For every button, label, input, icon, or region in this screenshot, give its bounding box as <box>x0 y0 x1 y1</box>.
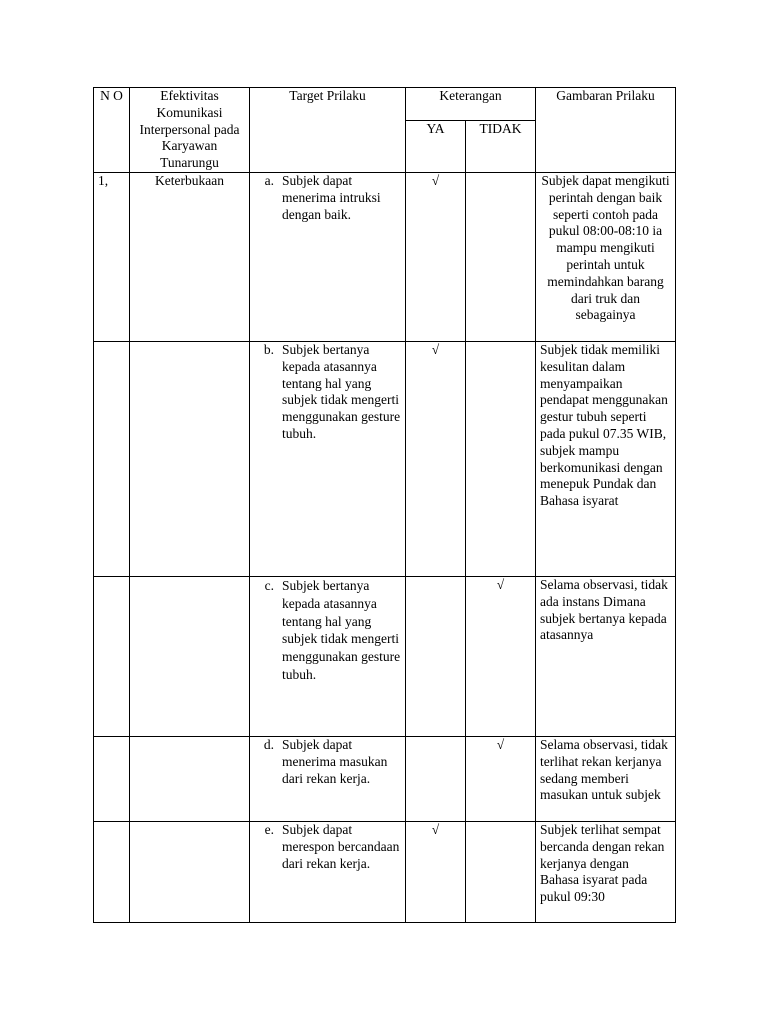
row-target <box>250 173 406 342</box>
row-ya <box>406 737 466 822</box>
header-efektivitas: Efektivitas Komunikasi Interpersonal pada Karyawan Tunarungu <box>130 88 250 173</box>
table-row <box>94 737 676 822</box>
row-tidak <box>466 822 536 923</box>
row-target <box>250 737 406 822</box>
row-no <box>94 822 130 923</box>
row-tidak <box>466 173 536 342</box>
target-text: Subjek bertanya kepada atasannya tentang hal yang subjek tidak mengerti menggunakan gesture tubuh. <box>282 578 401 682</box>
header-gambaran: Gambaran Prilaku <box>536 88 676 173</box>
list-letter: a. <box>264 173 274 188</box>
row-target <box>250 577 406 737</box>
row-gambaran: Selama observasi, tidak ada instans Dimana subjek bertanya kepada atasannya <box>536 577 676 737</box>
row-aspek: Keterbukaan <box>130 173 250 342</box>
row-aspek <box>130 577 250 737</box>
row-target <box>250 342 406 577</box>
row-no <box>94 737 130 822</box>
list-letter: b. <box>263 342 274 357</box>
row-ya: √ <box>406 173 466 342</box>
observation-table <box>93 87 676 923</box>
row-gambaran: Subjek tidak memiliki kesulitan dalam menyampaikan pendapat menggunakan gestur tubuh seperti pada pukul 07.35 WIB, subjek mampu berkomunikasi dengan menepuk Pundak dan Bahasa isyarat <box>536 342 676 577</box>
row-ya <box>406 577 466 737</box>
header-target: Target Prilaku <box>250 88 406 173</box>
list-letter: e. <box>264 822 274 837</box>
row-aspek <box>130 737 250 822</box>
row-tidak: √ <box>466 737 536 822</box>
target-text: Subjek dapat menerima intruksi dengan baik. <box>282 173 381 222</box>
row-aspek <box>130 822 250 923</box>
table-row <box>94 173 676 342</box>
target-text: Subjek bertanya kepada atasannya tentang hal yang subjek tidak mengerti menggunakan gesture tubuh. <box>282 342 401 441</box>
row-gambaran: Subjek terlihat sempat bercanda dengan rekan kerjanya dengan Bahasa isyarat pada pukul 09:30 <box>536 822 676 923</box>
row-tidak: √ <box>466 577 536 737</box>
row-tidak <box>466 342 536 577</box>
row-aspek <box>130 342 250 577</box>
header-tidak: TIDAK <box>466 121 536 173</box>
row-ya: √ <box>406 342 466 577</box>
table-row <box>94 342 676 577</box>
header-row <box>94 88 676 121</box>
row-gambaran: Subjek dapat mengikuti perintah dengan baik seperti contoh pada pukul 08:00-08:10 ia mampu mengikuti perintah untuk memindahkan barang dari truk dan sebagainya <box>536 173 676 342</box>
list-letter: c. <box>264 578 274 593</box>
row-gambaran: Selama observasi, tidak terlihat rekan kerjanya sedang memberi masukan untuk subjek <box>536 737 676 822</box>
table-row <box>94 577 676 737</box>
row-no <box>94 342 130 577</box>
table-row <box>94 822 676 923</box>
header-no: N O <box>94 88 130 173</box>
header-keterangan: Keterangan <box>406 88 536 121</box>
row-ya: √ <box>406 822 466 923</box>
header-ya: YA <box>406 121 466 173</box>
list-letter: d. <box>263 737 274 752</box>
row-no <box>94 577 130 737</box>
row-target <box>250 822 406 923</box>
target-text: Subjek dapat menerima masukan dari rekan kerja. <box>282 737 388 786</box>
row-no: 1, <box>94 173 130 342</box>
target-text: Subjek dapat merespon bercandaan dari rekan kerja. <box>282 822 400 871</box>
